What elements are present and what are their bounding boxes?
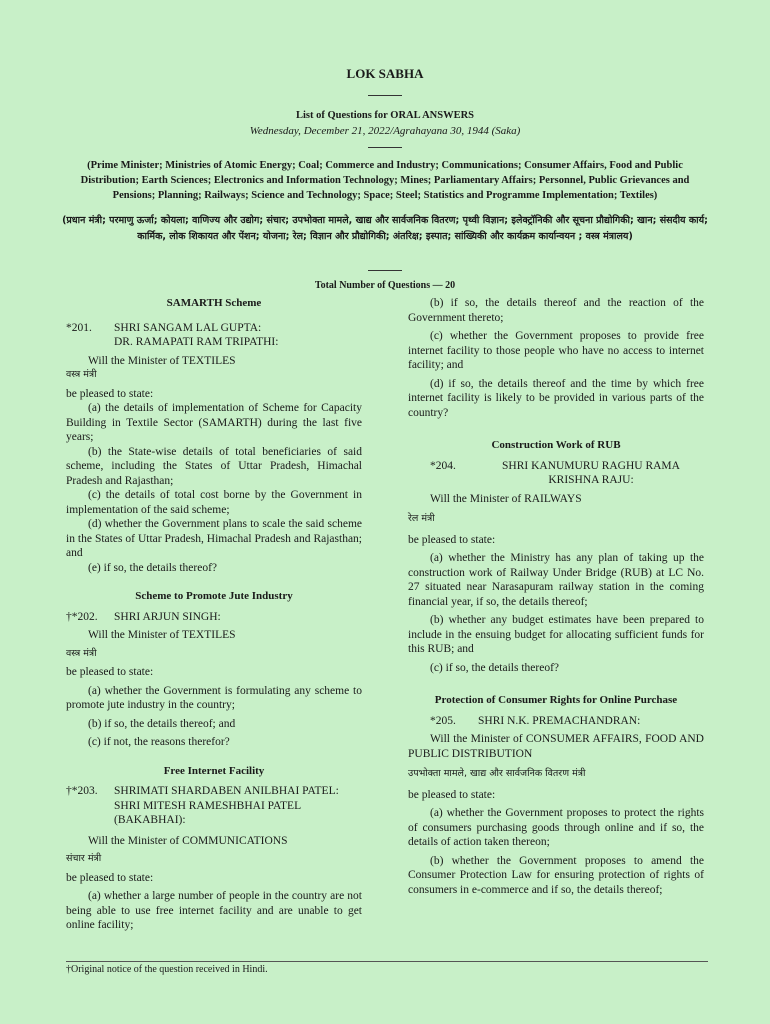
question-part: (a) whether a large number of people in the country are not being able to use free internet facility and are unable to get online facility; <box>66 890 362 931</box>
minister-line: Will the Minister of CONSUMER AFFAIRS, FOOD AND PUBLIC DISTRIBUTION <box>408 733 704 760</box>
member-name: DR. RAMAPATI RAM TRIPATHI: <box>114 336 279 348</box>
minister-hindi: वस्त्र मंत्री <box>66 369 97 380</box>
question-heading: Scheme to Promote Jute Industry <box>135 590 293 602</box>
ministries-english: (Prime Minister; Ministries of Atomic Energy; Coal; Commerce and Industry; Communications; Consumer Affairs, Food and Public Distribution; Earth Sciences; Electronics and Information Technology; Mines; Parliamentary Affairs; Personnel, Public Grievances and Pensions; Planning; Railways; Science and Technology; Space; Steel; Statistics and Programme Implementation; Textiles) <box>80 160 690 201</box>
question-heading: Protection of Consumer Rights for Online Purchase <box>434 694 678 706</box>
house-title: LOK SABHA <box>346 66 424 81</box>
minister-line: Will the Minister of TEXTILES <box>88 629 236 641</box>
sitting-date-text: December 21, 2022/Agrahayana 30, 1944 (Saka) <box>303 125 521 137</box>
question-part: (c) whether the Government proposes to provide free internet facility to those people who have no access to internet facility; and <box>408 330 704 371</box>
title-rule <box>368 95 402 96</box>
minister-hindi: वस्त्र मंत्री <box>66 647 97 659</box>
minister-hindi: उपभोक्ता मामले, खाद्य और सार्वजनिक वितरण मंत्री <box>408 768 586 779</box>
date-rule <box>368 147 402 148</box>
question-heading: Construction Work of RUB <box>491 439 621 451</box>
question-members <box>66 321 362 350</box>
minister-hindi: संचार मंत्री <box>66 853 102 864</box>
question-heading: SAMARTH Scheme <box>166 297 262 309</box>
question-part: (c) if so, the details thereof? <box>430 661 559 674</box>
question-part: (a) whether the Ministry has any plan of taking up the construction work of Railway Under Bridge (RUB) at LC No. 27 situated near Narasapuram railway station in the coming financial year, if so, the details thereof; <box>408 552 704 608</box>
left-column <box>66 296 362 933</box>
footnote: †Original notice of the question received in Hindi. <box>66 964 268 975</box>
question-part: (b) if so, the details thereof and the reaction of the Government thereto; <box>408 297 704 324</box>
member-name: SHRI N.K. PREMACHANDRAN: <box>478 714 641 727</box>
question-part: (e) if so, the details thereof? <box>88 561 217 574</box>
question-part: (b) the State-wise details of total beneficiaries of said scheme, including the States of Uttar Pradesh, Himachal Pradesh and Rajasthan; <box>66 445 362 487</box>
pleased-line: be pleased to state: <box>408 788 496 801</box>
question-part: (b) if so, the details thereof; and <box>88 717 236 730</box>
question-part: (a) whether the Government proposes to protect the rights of consumers purchasing goods through online and if so, the details of action taken thereon; <box>408 807 704 848</box>
pleased-line: be pleased to state: <box>66 387 154 400</box>
minister-line: Will the Minister of RAILWAYS <box>430 492 582 505</box>
question-number: *205. <box>430 714 456 727</box>
question-heading: Free Internet Facility <box>163 764 265 777</box>
ministries-hindi: (प्रधान मंत्री; परमाणु ऊर्जा; कोयला; वाणिज्य और उद्योग; संचार; उपभोक्ता मामले, खाद्य और सार्वजनिक वितरण; पृथ्वी विज्ञान; इलेक्ट्रॉनिकी और सूचना प्रौद्योगिकी; खान; संसदीय कार्य; कार्मिक, लोक शिकायत और पेंशन; योजना; रेल; विज्ञान और प्रौद्योगिकी; अंतरिक्ष; इस्पात; सांख्यिकी और कार्यक्रम कार्यान्वयन ; वस्त्र मंत्रालय) <box>62 215 708 242</box>
minister-line: Will the Minister of COMMUNICATIONS <box>88 834 288 847</box>
member-name: SHRI SANGAM LAL GUPTA: <box>114 321 262 334</box>
pleased-line: be pleased to state: <box>66 871 154 884</box>
question-part: (b) whether any budget estimates have been prepared to include in the ensuing budget for allocating sufficient funds for this RUB; and <box>408 614 704 655</box>
member-name: SHRI KANUMURU RAGHU RAMA KRISHNA RAJU: <box>502 459 680 486</box>
member-name: SHRI MITESH RAMESHBHAI PATEL (BAKABHAI): <box>114 799 301 826</box>
question-number: *204. <box>430 459 456 472</box>
sitting-day: Wednesday, <box>249 125 301 137</box>
minister-line: Will the Minister of TEXTILES <box>88 354 236 367</box>
question-members <box>66 610 362 625</box>
member-name: SHRI ARJUN SINGH: <box>114 610 221 623</box>
question-part: (d) if so, the details thereof and the time by which free internet facility is likely to be provided in various parts of the country? <box>408 377 704 419</box>
question-part: (c) the details of total cost borne by the Government in implementation of the said scheme; <box>66 489 362 516</box>
question-part: (c) if not, the reasons therefor? <box>88 736 230 748</box>
question-members <box>408 714 704 729</box>
pleased-line: be pleased to state: <box>408 533 496 546</box>
member-name: SHRIMATI SHARDABEN ANILBHAI PATEL: <box>114 785 339 797</box>
question-members <box>408 459 704 488</box>
question-part: (b) whether the Government proposes to amend the Consumer Protection Law for ensuring protection of rights of consumers in e-commerce and if so, the details thereof; <box>408 854 704 896</box>
minister-hindi: रेल मंत्री <box>408 513 435 524</box>
ministries-rule <box>368 270 402 271</box>
question-part: (a) whether the Government is formulating any scheme to promote jute industry in the country; <box>66 684 362 711</box>
footnote-rule <box>66 961 708 962</box>
question-members <box>66 784 362 828</box>
right-column <box>408 296 704 897</box>
pleased-line: be pleased to state: <box>66 666 154 678</box>
question-number: †*202. <box>66 610 98 623</box>
sitting-date <box>0 125 770 137</box>
question-number: *201. <box>66 321 92 334</box>
question-part: (d) whether the Government plans to scale the said scheme in the States of Uttar Pradesh, Himachal Pradesh and Rajasthan; and <box>66 518 362 559</box>
question-number: †*203. <box>66 785 98 797</box>
list-subtitle: List of Questions for ORAL ANSWERS <box>295 110 475 121</box>
total-questions: Total Number of Questions — 20 <box>314 280 456 291</box>
question-part: (a) the details of implementation of Scheme for Capacity Building in Textile Sector (SAMARTH) during the last five years; <box>66 402 362 443</box>
